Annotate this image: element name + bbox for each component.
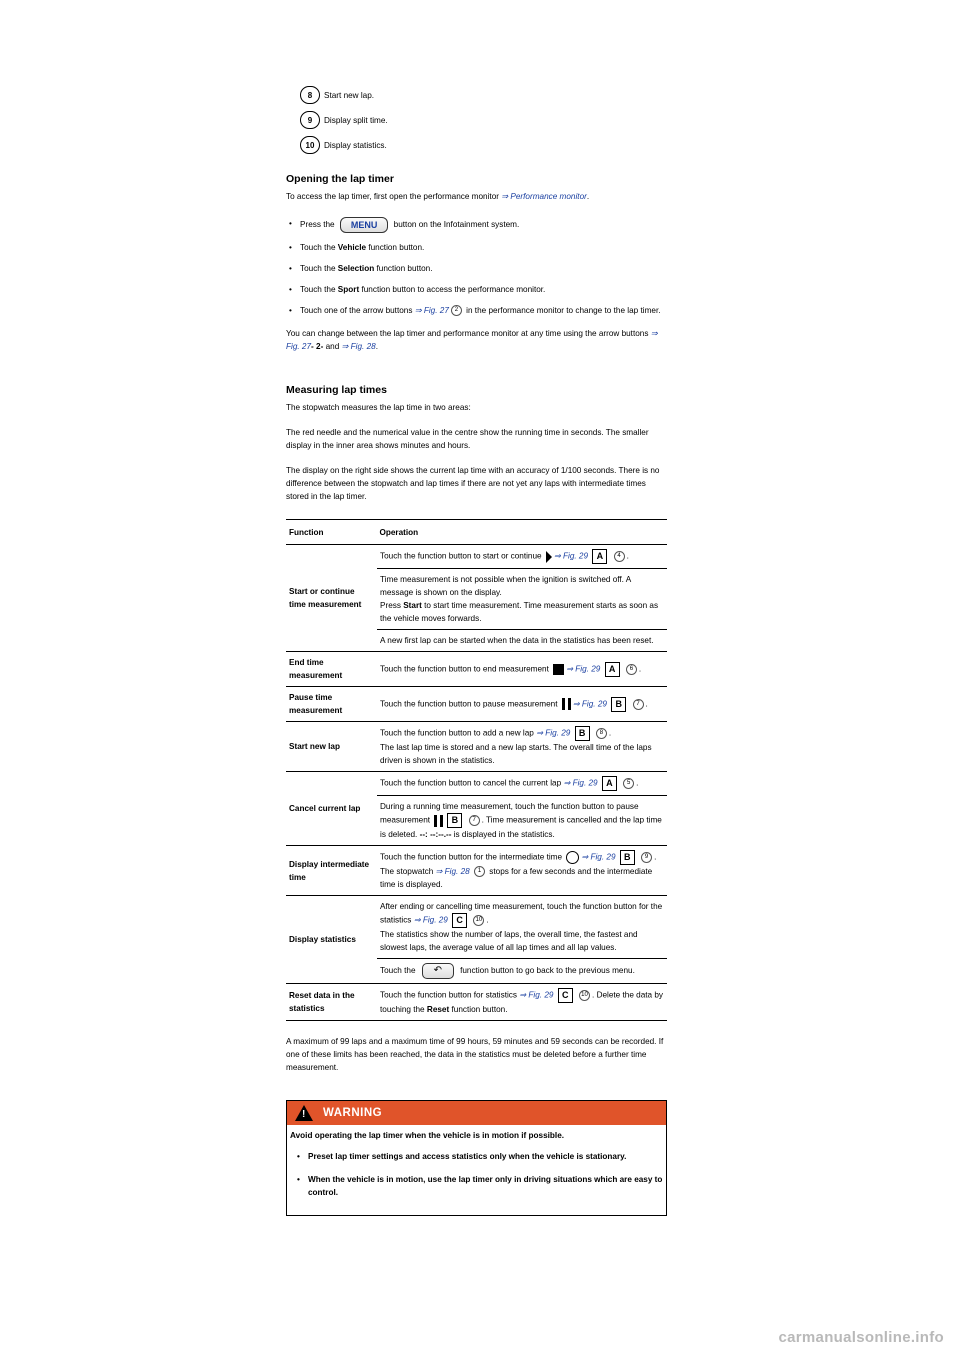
operation-cell — [377, 569, 668, 630]
step-text: Touch one of the arrow buttons — [300, 306, 413, 315]
note-end: . — [375, 342, 378, 351]
operation-cell: A new first lap can be started when the data in the statistics has been reset. — [377, 630, 668, 652]
callout-number: 5 — [623, 778, 634, 789]
fig27-link[interactable]: ⇒ Fig. 27 — [286, 329, 658, 351]
document-body — [286, 86, 667, 1086]
op-bold: Reset — [426, 1005, 450, 1014]
op-text: Touch the function button to end measurement — [380, 664, 549, 674]
step-text: in the performance monitor to change to the lap timer. — [466, 306, 661, 315]
warning-item: • When the vehicle is in motion, use the lap timer only in driving situations which are easy to control. — [290, 1173, 663, 1199]
table-row — [286, 896, 667, 959]
box-a-icon: A — [592, 549, 607, 564]
op-text: The stopwatch — [380, 867, 434, 876]
op-text: The last lap time is stored and a new lap starts. The overall time of the laps driven is shown in the statistics. — [380, 743, 652, 765]
step-3 — [286, 262, 667, 275]
fig29-link[interactable]: ⇒ Fig. 29 — [566, 664, 601, 674]
fig27-link[interactable]: ⇒ Fig. 27 — [414, 306, 449, 315]
pause-icon — [562, 698, 571, 710]
step-5 — [286, 304, 667, 317]
op-text: to start time measurement. Time measurement starts as soon as the vehicle moves forwards. — [380, 601, 659, 623]
op-text: is displayed in the statistics. — [453, 830, 555, 839]
table-row — [286, 687, 667, 722]
fig29-link[interactable]: ⇒ Fig. 29 — [581, 852, 616, 862]
callout-number: 4 — [614, 551, 625, 562]
note-bold: - 2- — [311, 342, 324, 351]
op-dot: . — [626, 551, 629, 561]
callout-badge: 9 — [300, 111, 320, 129]
table-row — [286, 545, 667, 569]
section-intro — [286, 190, 667, 203]
legend-item-10 — [300, 136, 667, 154]
step-text: Touch the — [300, 243, 336, 252]
op-text: Touch the function button for the intermediate time — [380, 852, 563, 862]
operation-cell — [377, 796, 668, 846]
function-cell: Start or continue time measurement — [286, 545, 377, 652]
box-b-icon: B — [447, 813, 462, 828]
step-text: function button. — [368, 243, 425, 252]
step-text: Press the — [300, 220, 335, 230]
column-header-function: Function — [286, 520, 377, 545]
step-text: button on the Infotainment system. — [393, 220, 520, 230]
site-watermark: carmanualsonline.info — [778, 1329, 944, 1346]
paragraph: The display on the right side shows the current lap time with an accuracy of 1/100 seconds. There is no difference between the stopwatch and lap times if there are not yet any laps with intermediate times stored in the lap timer. — [286, 466, 660, 501]
function-cell: Reset data in the statistics — [286, 984, 377, 1021]
operation-cell — [377, 896, 668, 959]
op-text: After ending or cancelling time measurement, touch the function button for the statistics — [380, 902, 663, 925]
callout-number: 8 — [596, 728, 607, 739]
performance-monitor-link[interactable]: ⇒ Performance monitor — [501, 192, 587, 201]
table-row — [286, 652, 667, 687]
stopwatch-icon — [566, 851, 579, 864]
function-cell: Display statistics — [286, 896, 377, 984]
note-text: You can change between the lap timer and performance monitor at any time using the arrow buttons — [286, 329, 649, 338]
callout-badge: 10 — [300, 136, 320, 154]
op-dot: . — [654, 852, 657, 862]
op-text: . Time measurement is cancelled and the lap time is deleted. — [380, 815, 662, 839]
step-2 — [286, 241, 667, 254]
op-text: Touch the — [380, 966, 416, 976]
step-bold: Selection — [337, 264, 375, 273]
op-text: stops for a few seconds and the intermediate time is displayed. — [380, 867, 653, 889]
warning-triangle-icon: ! — [295, 1105, 313, 1121]
stop-icon — [553, 664, 564, 675]
operation-cell — [377, 652, 668, 687]
op-text: Touch the function button to pause measurement — [380, 699, 558, 709]
box-c-icon: C — [452, 913, 467, 928]
menu-button-icon: MENU — [340, 217, 389, 233]
paragraph: The red needle and the numerical value in the centre show the running time in seconds. The smaller display in the inner area shows minutes and hours. — [286, 428, 649, 450]
column-header-operation: Operation — [377, 520, 668, 545]
table-row — [286, 846, 667, 896]
step-text: function button. — [376, 264, 433, 273]
function-cell: Display intermediate time — [286, 846, 377, 896]
box-a-icon: A — [602, 776, 617, 791]
intro-text: To access the lap timer, first open the performance monitor — [286, 192, 499, 201]
step-text: function button to access the performance monitor. — [361, 285, 546, 294]
operation-cell — [377, 772, 668, 796]
operation-cell — [377, 545, 668, 569]
step-1 — [286, 217, 667, 233]
step-4 — [286, 283, 667, 296]
table-header — [286, 520, 667, 545]
box-c-icon: C — [558, 988, 573, 1003]
fig29-link[interactable]: ⇒ Fig. 29 — [519, 990, 554, 1000]
intro-end: . — [586, 192, 590, 201]
callout-number: 6 — [626, 664, 637, 675]
op-dot: . — [486, 915, 489, 925]
table-row — [286, 722, 667, 772]
step-bold: Sport — [337, 285, 360, 294]
op-text: During a running time measurement, touch the function button to pause measurement — [380, 802, 639, 825]
legend-text: Start new lap. — [324, 90, 375, 100]
warning-box — [286, 1100, 667, 1216]
callout-number: 2 — [451, 305, 462, 316]
warning-body — [287, 1125, 666, 1215]
function-cell: Start new lap — [286, 722, 377, 772]
op-dot: . — [636, 778, 639, 788]
table-row — [286, 984, 667, 1021]
operation-cell — [377, 687, 668, 722]
fig29-link[interactable]: ⇒ Fig. 29 — [572, 699, 607, 709]
step-bold: Vehicle — [337, 243, 367, 252]
box-a-icon: A — [605, 662, 620, 677]
op-bold: Start — [403, 601, 422, 610]
function-cell: Cancel current lap — [286, 772, 377, 846]
function-table — [286, 519, 667, 1021]
warning-item: • Preset lap timer settings and access statistics only when the vehicle is stationary. — [290, 1150, 663, 1163]
callout-number: 1 — [474, 866, 485, 877]
section-title-opening: Opening the lap timer — [286, 173, 394, 185]
op-text: function button. — [451, 1005, 508, 1014]
box-b-icon: B — [620, 850, 635, 865]
callout-number: 9 — [641, 852, 652, 863]
callout-badge: 8 — [300, 86, 320, 104]
callout-number: 10 — [473, 915, 484, 926]
op-dot: . — [645, 699, 648, 709]
fig28-link[interactable]: ⇒ Fig. 28 — [435, 867, 470, 876]
op-text: Touch the function button to start or continue — [380, 551, 542, 561]
warning-list — [290, 1150, 663, 1199]
callout-number: 7 — [469, 815, 480, 826]
op-text: The statistics show the number of laps, the overall time, the fastest and slowest laps, the average value of all lap times and all lap values. — [380, 930, 638, 952]
warning-header — [287, 1101, 666, 1125]
section-title-measuring: Measuring lap times — [286, 384, 387, 396]
fig29-link[interactable]: ⇒ Fig. 29 — [563, 778, 598, 788]
box-b-icon: B — [611, 697, 626, 712]
callout-number: 10 — [579, 990, 590, 1001]
legend-item-8 — [300, 86, 667, 104]
warning-intro: Avoid operating the lap timer when the vehicle is in motion if possible. — [290, 1131, 565, 1140]
pause-icon — [434, 815, 443, 827]
op-text: Time measurement is not possible when the ignition is switched off. A message is shown on the display. — [380, 575, 631, 597]
back-arrow-icon: ↶ — [422, 963, 454, 979]
op-dot: . — [638, 664, 642, 674]
op-dot: . — [608, 728, 612, 738]
fig29-link[interactable]: ⇒ Fig. 29 — [413, 915, 448, 925]
step-text: Touch the — [300, 285, 336, 294]
op-text: function button to go back to the previous menu. — [460, 966, 635, 976]
box-b-icon: B — [575, 726, 590, 741]
op-text: Touch the function button to add a new lap — [380, 728, 534, 738]
operation-cell — [377, 984, 668, 1021]
steps-list — [286, 217, 667, 317]
op-bold: --: --:--.-- — [419, 830, 452, 839]
operation-cell — [377, 722, 668, 772]
paragraph: The stopwatch measures the lap time in two areas: — [286, 403, 471, 412]
op-text: Touch the function button for statistics — [380, 990, 517, 1000]
fig29-link[interactable]: ⇒ Fig. 29 — [553, 551, 589, 561]
operation-cell — [377, 846, 668, 896]
op-text: . Delete the data by touching the — [380, 990, 664, 1014]
step-text: Touch the — [300, 264, 336, 273]
op-text: Press — [380, 601, 401, 610]
switch-note — [286, 327, 667, 353]
callout-number: 7 — [633, 699, 644, 710]
fig29-link[interactable]: ⇒ Fig. 29 — [536, 728, 571, 738]
table-row — [286, 772, 667, 796]
note-text: and — [325, 342, 340, 351]
legend-text: Display statistics. — [324, 140, 387, 150]
legend-text: Display split time. — [324, 115, 388, 125]
function-cell: Pause time measurement — [286, 687, 377, 722]
function-cell: End time measurement — [286, 652, 377, 687]
legend-item-9 — [300, 111, 667, 129]
warning-title: WARNING — [323, 1106, 383, 1119]
closing-paragraph: A maximum of 99 laps and a maximum time of 99 hours, 59 minutes and 59 seconds can be recorded. If one of these limits has been reached, the data in the statistics must be deleted before a further time measurement. — [286, 1037, 664, 1072]
op-text: Touch the function button to cancel the current lap — [380, 778, 562, 788]
play-icon — [546, 551, 552, 563]
fig28-link[interactable]: ⇒ Fig. 28 — [341, 342, 376, 351]
operation-cell — [377, 959, 668, 984]
